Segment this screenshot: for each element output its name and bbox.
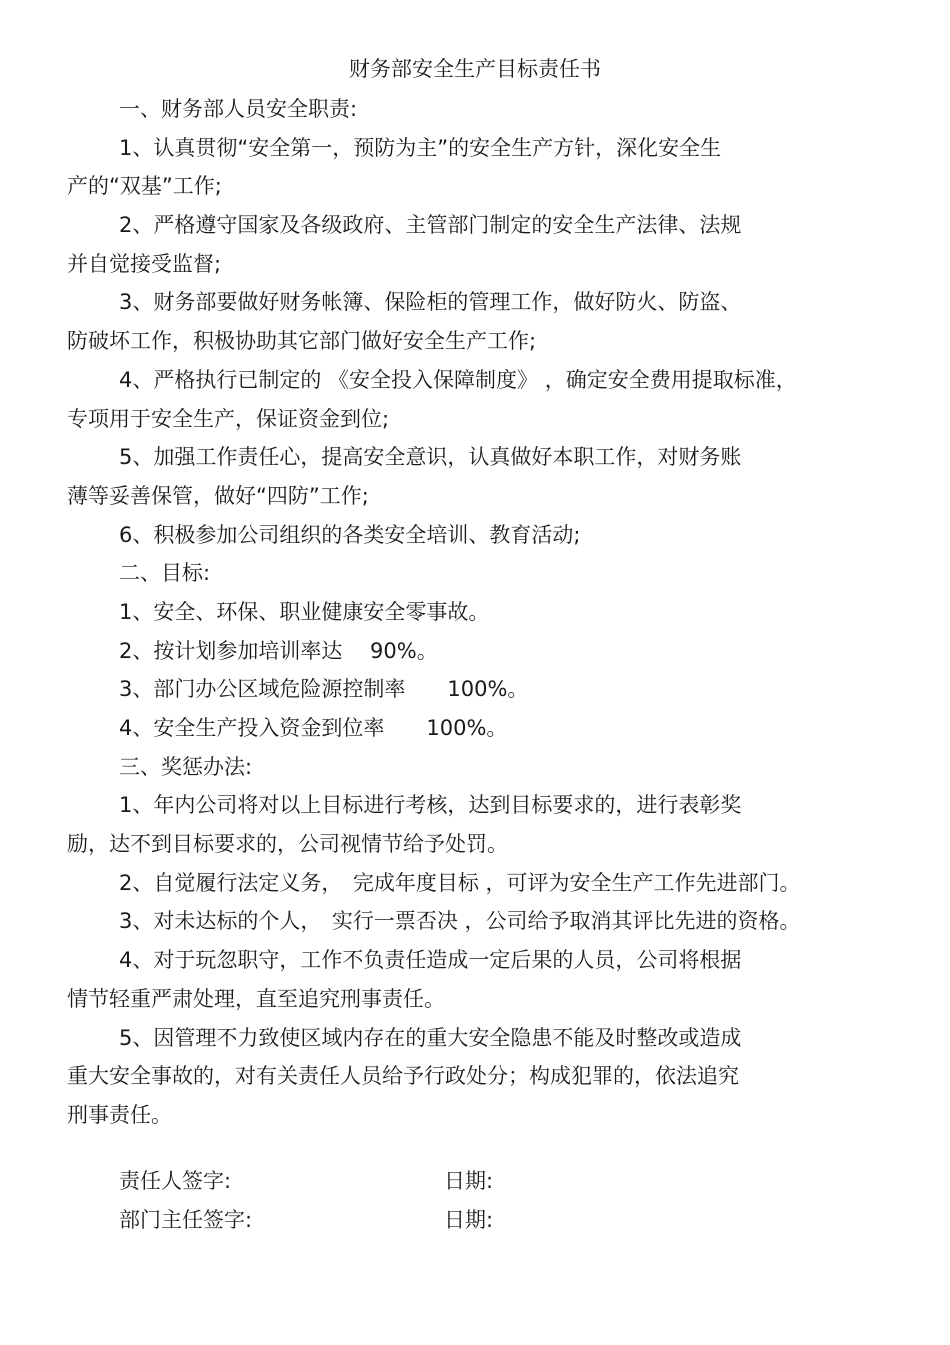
document-line: 3、部门办公区域危险源控制率 100%。: [119, 677, 529, 702]
document-line: 励，达不到目标要求的，公司视情节给予处罚。: [67, 832, 508, 857]
document-line: 薄等妥善保管，做好“四防”工作;: [67, 483, 369, 508]
document-line: 3、对未达标的个人， 实行一票否决 ，公司给予取消其评比先进的资格。: [119, 909, 801, 934]
document-line: 专项用于安全生产，保证资金到位;: [67, 406, 390, 431]
document-line: 防破坏工作，积极协助其它部门做好安全生产工作;: [67, 329, 537, 354]
document-line: 二、目标:: [119, 561, 211, 586]
document-line: 4、安全生产投入资金到位率 100%。: [119, 716, 508, 740]
document-title: 财务部安全生产目标责任书: [349, 57, 601, 81]
document-line: 1、认真贯彻“安全第一，预防为主”的安全生产方针，深化安全生: [119, 135, 722, 160]
document-line: 2、自觉履行法定义务， 完成年度目标 ，可评为安全生产工作先进部门。: [119, 870, 801, 895]
document-line: 三、奖惩办法:: [119, 754, 253, 779]
document-line: 重大安全事故的，对有关责任人员给予行政处分；构成犯罪的，依法追究: [67, 1064, 739, 1089]
document-line: 产的“双基”工作;: [67, 174, 222, 199]
document-line: 4、对于玩忽职守，工作不负责任造成一定后果的人员，公司将根据: [119, 948, 742, 973]
document-line: 1、安全、环保、职业健康安全零事故。: [119, 599, 490, 624]
document-line: 5、因管理不力致使区域内存在的重大安全隐患不能及时整改或造成: [119, 1025, 742, 1050]
document-line: 5、加强工作责任心，提高安全意识，认真做好本职工作，对财务账: [119, 445, 742, 470]
document-line: 2、严格遵守国家及各级政府、主管部门制定的安全生产法律、法规: [119, 213, 742, 238]
document-line: 1、年内公司将对以上目标进行考核，达到目标要求的，进行表彰奖: [119, 793, 742, 818]
document-line: 刑事责任。: [67, 1102, 172, 1127]
signature-label: 责任人签字:: [119, 1169, 232, 1193]
signature-label: 部门主任签字:: [119, 1207, 253, 1232]
document-line: 情节轻重严肃处理，直至追究刑事责任。: [67, 986, 445, 1011]
signature-row: [119, 1162, 819, 1201]
date-label: 日期:: [444, 1169, 494, 1193]
document-line: 3、财务部要做好财务帐簿、保险柜的管理工作，做好防火、防盗、: [119, 290, 742, 315]
document-line: 一、财务部人员安全职责:: [119, 97, 358, 121]
document-line: 2、按计划参加培训率达 90%。: [119, 638, 438, 663]
date-label: 日期:: [444, 1207, 494, 1232]
signature-block: [119, 1162, 819, 1239]
document-line: 并自觉接受监督;: [67, 251, 222, 276]
document-line: 4、严格执行已制定的 《安全投入保障制度》 ，确定安全费用提取标准，: [119, 367, 797, 392]
document-body: [67, 90, 867, 1135]
signature-row: [119, 1201, 819, 1240]
document-line: 6、积极参加公司组织的各类安全培训、教育活动;: [119, 522, 581, 547]
